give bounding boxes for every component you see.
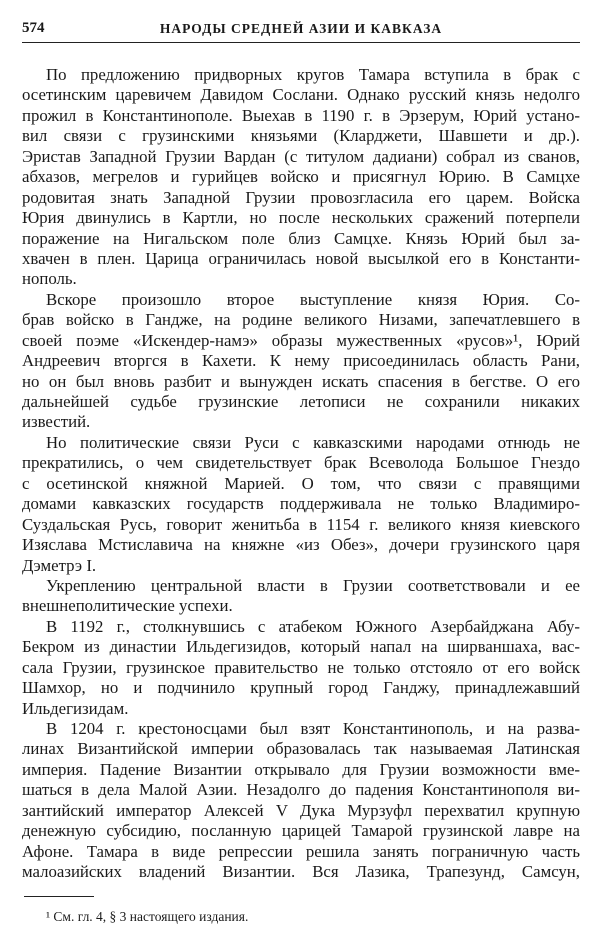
text-line: Бекром из династии Ильдегизидов, который напал на ширваншаха, вас- bbox=[22, 637, 580, 657]
text-line: прожил в Константинополе. Выехав в 1190 г. в Эрзерум, Юрий устано- bbox=[22, 105, 580, 125]
body-text bbox=[22, 65, 580, 883]
text-line: но он был вновь разбит и вынужден искать спасения в бегстве. О его bbox=[22, 371, 580, 391]
text-line: Но политические связи Руси с кавказскими народами отнюдь не bbox=[46, 432, 580, 452]
text-line: Укреплению центральной власти в Грузии соответствовали и ее bbox=[46, 575, 580, 595]
footnote: ¹ См. гл. 4, § 3 настоящего издания. bbox=[46, 909, 249, 924]
text-line: вил связи с грузинскими князьями (Кларджети, Шавшети и др.). bbox=[22, 126, 580, 146]
text-line: с осетинской княжной Марией. О том, что связи с правящими bbox=[22, 473, 580, 493]
paragraph bbox=[22, 719, 580, 883]
paragraph bbox=[22, 290, 580, 433]
text-line: Шамхор, но и подчинило крупный город Ганджу, принадлежавший bbox=[22, 678, 580, 698]
text-line: дальнейшей судьбе грузинские летописи не сохранили никаких bbox=[22, 392, 580, 411]
text-line: линах Византийской империи образовалась так называемая Латинская bbox=[22, 739, 580, 759]
text-line: Юрия двинулись в Картли, но после нескольких сражений потерпели bbox=[22, 208, 580, 228]
text-line: По предложению придворных кругов Тамара вступила в брак с bbox=[46, 65, 580, 84]
text-line: денежную субсидию, посланную царицей Тамарой грузинской лавре на bbox=[22, 821, 580, 841]
paragraph bbox=[22, 576, 580, 617]
text-line: империя. Падение Византии открывало для Грузии возможности вме- bbox=[22, 759, 580, 779]
text-line: зантийский император Алексей V Дука Мурзуфл перехватил крупную bbox=[22, 800, 580, 820]
running-header bbox=[22, 20, 580, 40]
page-number: 574 bbox=[22, 20, 45, 36]
text-line: Афоне. Тамара в виде репрессии решила занять пограничную часть bbox=[22, 841, 580, 861]
text-line: известий. bbox=[22, 412, 91, 432]
paragraph bbox=[22, 617, 580, 719]
text-line: Эристав Западной Грузии Вардан (с титулом дадиани) собрал из сванов, bbox=[22, 146, 580, 166]
text-line: Дэметрэ I. bbox=[22, 555, 97, 575]
text-line: Ильдегизидам. bbox=[22, 698, 129, 718]
text-line: Вскоре произошло второе выступление князя Юрия. Со- bbox=[46, 289, 580, 309]
text-line: Суздальская Русь, говорит женитьба в 1154 г. великого князя киевского bbox=[22, 514, 580, 534]
text-line: хвачен в плен. Царица ограничилась новой высылкой его в Константи- bbox=[22, 248, 580, 268]
text-line: Изяслава Мстиславича на княжне «из Обез», дочери грузинского царя bbox=[22, 535, 580, 555]
text-line: осетинским царевичем Давидом Сослани. Однако русский князь недолго bbox=[22, 85, 580, 105]
text-line: родовитая знать Западной Грузии провозгласила его царем. Войска bbox=[22, 187, 580, 207]
text-line: шаться в дела Малой Азии. Незадолго до падения Константинополя ви- bbox=[22, 780, 580, 800]
text-line: абхазов, мегрелов и гурийцев войско и присягнул Юрию. В Самцхе bbox=[22, 167, 580, 187]
text-line: сала Грузии, грузинское правительство не только отстояло от его войск bbox=[22, 657, 580, 677]
running-title: НАРОДЫ СРЕДНЕЙ АЗИИ И КАВКАЗА bbox=[159, 21, 443, 36]
text-line: своей поэме «Искендер-намэ» образы мужественных «русов»¹, Юрий bbox=[22, 330, 580, 350]
paragraph bbox=[22, 65, 580, 290]
paragraph bbox=[22, 433, 580, 576]
text-line: В 1204 г. крестоносцами был взят Константинополь, и на разва- bbox=[46, 719, 580, 738]
text-line: прекратились, о чем свидетельствует брак Всеволода Большое Гнездо bbox=[22, 453, 580, 473]
text-line: малоазийских владений Византии. Вся Лазика, Трапезунд, Самсун, bbox=[22, 862, 580, 882]
footnote-rule bbox=[24, 896, 94, 897]
text-line: В 1192 г., столкнувшись с атабеком Южного Азербайджана Абу- bbox=[46, 616, 580, 636]
text-line: Андреевич вторгся в Кахети. К нему присоединилась область Рани, bbox=[22, 351, 580, 371]
text-line: нополь. bbox=[22, 269, 77, 289]
text-line: поражение на Нигальском поле близ Самцхе. Князь Юрий был за- bbox=[22, 228, 580, 248]
text-line: домами кавказских государств поддерживала не только Владимиро- bbox=[22, 494, 580, 514]
text-line: внешнеполитические успехи. bbox=[22, 596, 233, 616]
header-rule bbox=[22, 42, 580, 43]
text-line: брав войско в Гандже, на родине великого Низами, запечатлевшего в bbox=[22, 310, 580, 330]
